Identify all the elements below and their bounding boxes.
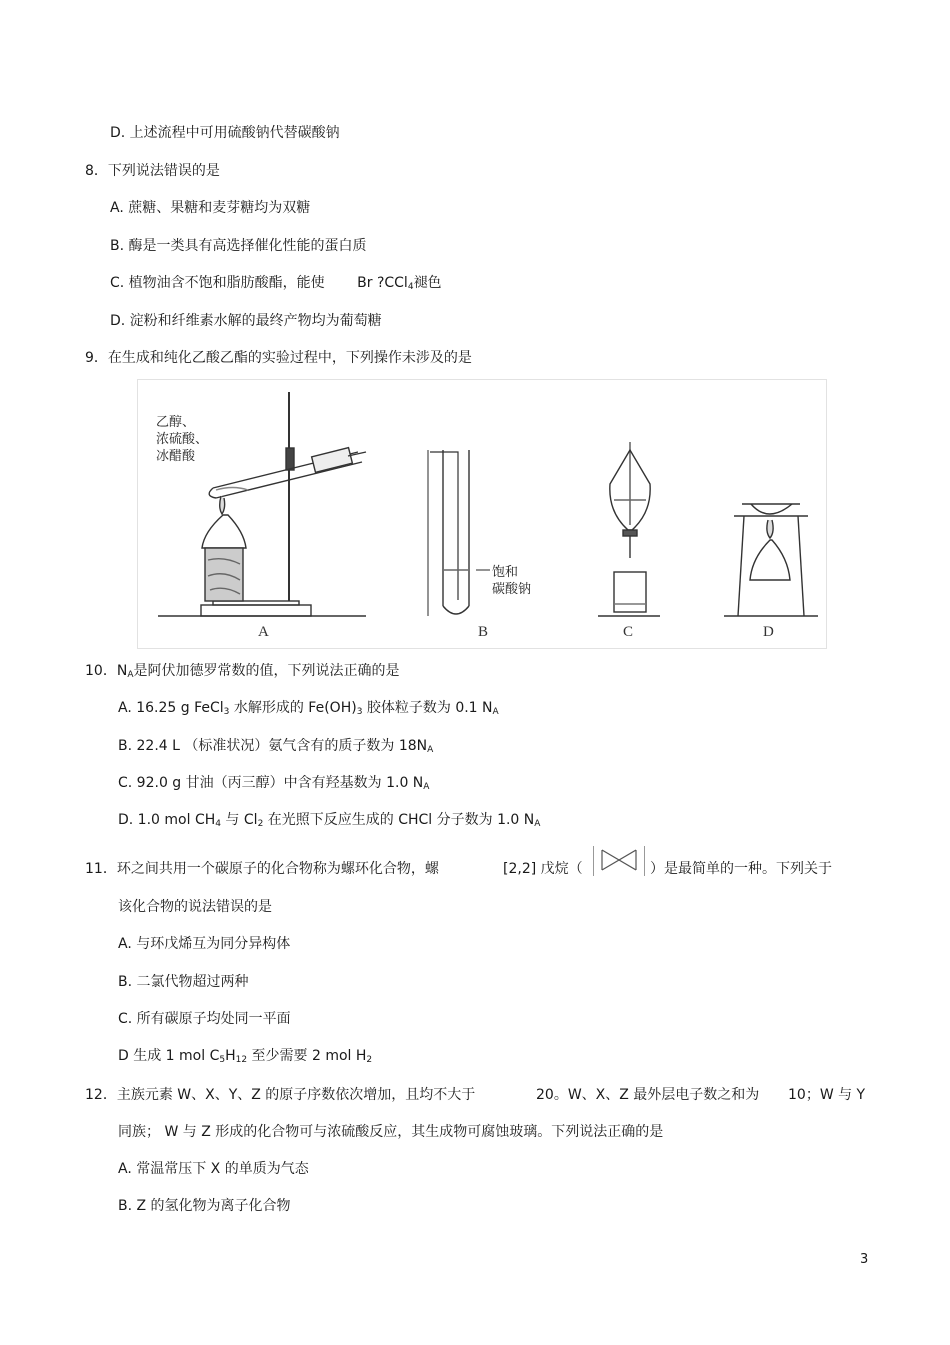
subscript-1: A [427,745,434,755]
q8-option-c [110,274,442,296]
subscript-3: 3 [356,707,363,717]
figure-label-d: D [763,624,774,640]
q11-stem-part-2: [2,2] 戊烷（ [503,861,583,877]
q8-option-d: D. 淀粉和纤维素水解的最终产物均为葡萄糖 [110,313,382,329]
tube-stopper [312,448,353,473]
page-number: 3 [860,1252,869,1267]
q8-option-a: A. 蔗糖、果糖和麦芽糖均为双糖 [110,200,311,216]
subscript-1: 3 [223,707,230,717]
q10-option-a [118,699,499,721]
q10-option-b [118,737,433,759]
subscript-1: 5 [219,1055,226,1065]
subscript-3: 2 [257,819,264,829]
beaker-c [614,572,646,612]
q12-line-1-part-3: 10；W 与 Y [788,1087,866,1103]
q12-line-1-part-2: 20。W、X、Z 最外层电子数之和为 [536,1087,760,1103]
q11-option-d [118,1047,372,1069]
reagent-line-3: 冰醋酸 [156,449,196,464]
text-segment-0: D. 1.0 mol CH [118,812,216,828]
q11-option-c: C. 所有碳原子均处同一平面 [118,1011,291,1027]
q8-option-c-subscript: 4 [407,282,414,292]
solution-line-1: 饱和 [492,565,519,580]
q10-symbol-subscript: A [127,670,134,680]
q11-stem-part-1: 11．环之间共用一个碳原子的化合物称为螺环化合物，螺 [85,861,439,877]
subscript-3: 12 [235,1055,248,1065]
text-segment-2: H [225,1048,236,1064]
evaporating-dish [751,504,792,514]
q10-option-d [118,811,540,833]
subscript-5: 2 [366,1055,373,1065]
q12-option-b: B. Z 的氢化物为离子化合物 [118,1198,291,1214]
subscript-1: A [423,782,430,792]
text-segment-2: 与 Cl [220,812,258,828]
q9-stem: 9．在生成和纯化乙酸乙酯的实验过程中，下列操作未涉及的是 [85,350,472,366]
q8-option-c-text: C. 植物油含不饱和脂肪酸酯，能使 [110,275,325,291]
subscript-5: A [492,707,499,717]
q11-stem-line-2: 该化合物的说法错误的是 [118,899,272,915]
q12-line-2: 同族； W 与 Z 形成的化合物可与浓硫酸反应，其生成物可腐蚀玻璃。下列说法正确的是 [118,1124,664,1140]
alcohol-lamp-a [202,515,246,548]
q8-option-c-tail: 褪色 [413,275,442,291]
text-segment-4: 胶体粒子数为 0.1 N [362,700,493,716]
apparatus-drawing [138,380,828,650]
q10-symbol: N [116,663,128,679]
q8-stem: 8．下列说法错误的是 [85,163,220,179]
stand-base [201,605,311,616]
alcohol-lamp-d [750,540,790,580]
q7-option-d: D. 上述流程中可用硫酸钠代替碳酸钠 [110,125,340,141]
spiropentane-structure [593,846,645,876]
reagent-label [156,414,208,465]
subscript-5: A [534,819,541,829]
figure-label-b: B [478,624,489,640]
q10-option-c [118,774,429,796]
figure-label-a: A [258,624,269,640]
flame-d [767,520,773,538]
figure-label-c: C [623,624,634,640]
subscript-1: 4 [215,819,221,829]
q12-line-1-part-1: 12．主族元素 W、X、Y、Z 的原子序数依次增加，且均不大于 [85,1087,476,1103]
apparatus-figure [137,379,827,649]
reagent-line-1: 乙醇、 [156,415,196,430]
reagent-line-2: 浓硫酸、 [156,432,209,447]
q11-option-a: A. 与环戊烯互为同分异构体 [118,936,291,952]
text-segment-4: 至少需要 2 mol H [247,1048,367,1064]
text-segment-0: D 生成 1 mol C [118,1048,220,1064]
q10-stem-text: 是阿伏加德罗常数的值，下列说法正确的是 [133,663,400,679]
q8-option-b: B. 酶是一类具有高选择催化性能的蛋白质 [110,238,367,254]
text-segment-0: B. 22.4 L （标准状况）氨气含有的质子数为 18N [118,738,428,754]
q11-option-b: B. 二氯代物超过两种 [118,974,249,990]
text-segment-0: C. 92.0 g 甘油（丙三醇）中含有羟基数为 1.0 N [118,775,424,791]
text-segment-2: 水解形成的 Fe(OH) [229,700,357,716]
delivery-tube-b [430,452,458,600]
solution-line-2: 碳酸钠 [492,582,532,597]
q8-option-c-formula: Br ?CCl [357,275,408,291]
text-segment-0: A. 16.25 g FeCl [118,700,224,716]
flame-a [220,496,225,514]
q10-number: 10． [85,663,117,679]
text-segment-4: 在光照下反应生成的 CHCl 分子数为 1.0 N [263,812,535,828]
q10-stem [85,662,399,684]
q12-option-a: A. 常温常压下 X 的单质为气态 [118,1161,309,1177]
spiropentane-icon [594,846,644,874]
solution-label [492,564,531,598]
q11-stem-part-3: ）是最简单的一种。下列关于 [650,861,832,877]
